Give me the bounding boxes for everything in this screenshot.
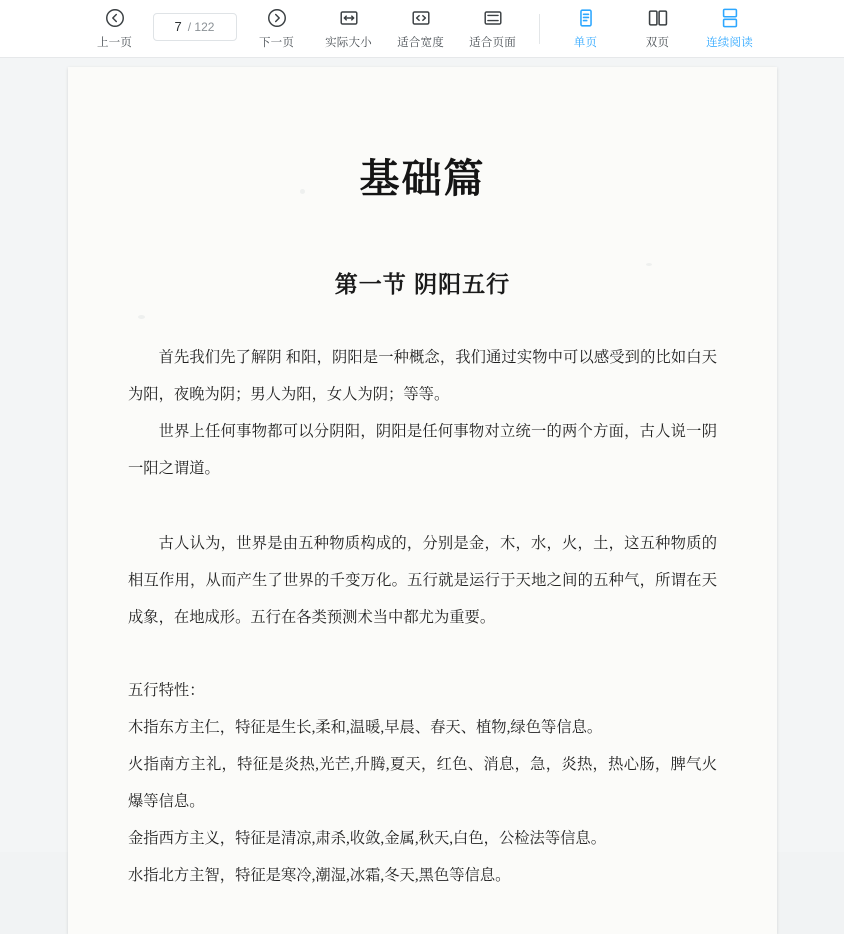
fit-width-label: 适合宽度 [397, 37, 444, 49]
document-section-heading: 第一节 阴阳五行 [334, 271, 511, 297]
actual-size-icon [338, 7, 360, 29]
list-item: 火指南方主礼，特征是炎热,光芒,升腾,夏天，红色、消息，急，炎热，热心肠，脾气火爆等信息。 [128, 756, 717, 810]
page-viewport[interactable] [0, 57, 844, 884]
chevron-right-circle-icon [266, 7, 288, 29]
prev-page-button[interactable] [79, 3, 151, 55]
list-title: 五行特性： [128, 682, 205, 699]
double-page-label: 双页 [645, 37, 670, 49]
continuous-scroll-label: 连续阅读 [706, 37, 753, 49]
page-current: 7 [174, 19, 182, 34]
next-page-label: 下一页 [258, 37, 295, 49]
next-page-button[interactable] [241, 3, 313, 55]
toolbar [0, 0, 844, 58]
actual-size-label: 实际大小 [325, 37, 372, 49]
fit-page-button[interactable] [457, 3, 529, 55]
paragraph: 古人认为，世界是由五种物质构成的，分别是金，木，水，火，土，这五种物质的相互作用，从而产生了世界的千变万化。五行就是运行于天地之间的五种气，所谓在天成象，在地成形。五行在各类预测术当中都尤为重要。 [128, 535, 717, 626]
list-item: 水指北方主智，特征是寒冷,潮湿,冰霜,冬天,黑色等信息。 [128, 867, 511, 884]
single-page-icon [575, 7, 597, 29]
five-elements-list [128, 672, 717, 894]
paragraph-block-3 [128, 525, 717, 636]
page-speckle [646, 263, 652, 266]
continuous-scroll-button[interactable] [694, 3, 766, 55]
prev-page-label: 上一页 [96, 37, 133, 49]
list-item: 木指东方主仁，特征是生长,柔和,温暖,早晨、春天、植物,绿色等信息。 [128, 719, 603, 736]
page-total: / 122 [187, 19, 215, 34]
double-page-icon [647, 7, 669, 29]
paragraph-block-1 [128, 339, 717, 413]
page-speckle [300, 189, 305, 194]
document-page [68, 67, 777, 934]
list-item: 金指西方主义，特征是清凉,肃杀,收敛,金属,秋天,白色，公检法等信息。 [128, 830, 607, 847]
fit-page-label: 适合页面 [469, 37, 516, 49]
fit-page-icon [482, 7, 504, 29]
paragraph-block-2 [128, 413, 717, 487]
paragraph: 世界上任何事物都可以分阴阳，阴阳是任何事物对立统一的两个方面，古人说一阴一阳之谓道。 [128, 423, 717, 477]
fit-width-button[interactable] [385, 3, 457, 55]
single-page-button[interactable] [550, 3, 622, 55]
document-body [68, 67, 777, 934]
single-page-label: 单页 [573, 37, 598, 49]
page-speckle [138, 315, 145, 319]
double-page-button[interactable] [622, 3, 694, 55]
actual-size-button[interactable] [313, 3, 385, 55]
fit-width-icon [410, 7, 432, 29]
paragraph: 首先我们先了解阴 和阳，阴阳是一种概念，我们通过实物中可以感受到的比如白天为阳，夜晚为阴；男人为阳，女人为阴；等等。 [128, 349, 717, 403]
document-title: 基础篇 [359, 157, 486, 201]
chevron-left-circle-icon [104, 7, 126, 29]
toolbar-divider [539, 14, 540, 44]
page-number-input[interactable] [153, 13, 237, 41]
continuous-scroll-icon [719, 7, 741, 29]
